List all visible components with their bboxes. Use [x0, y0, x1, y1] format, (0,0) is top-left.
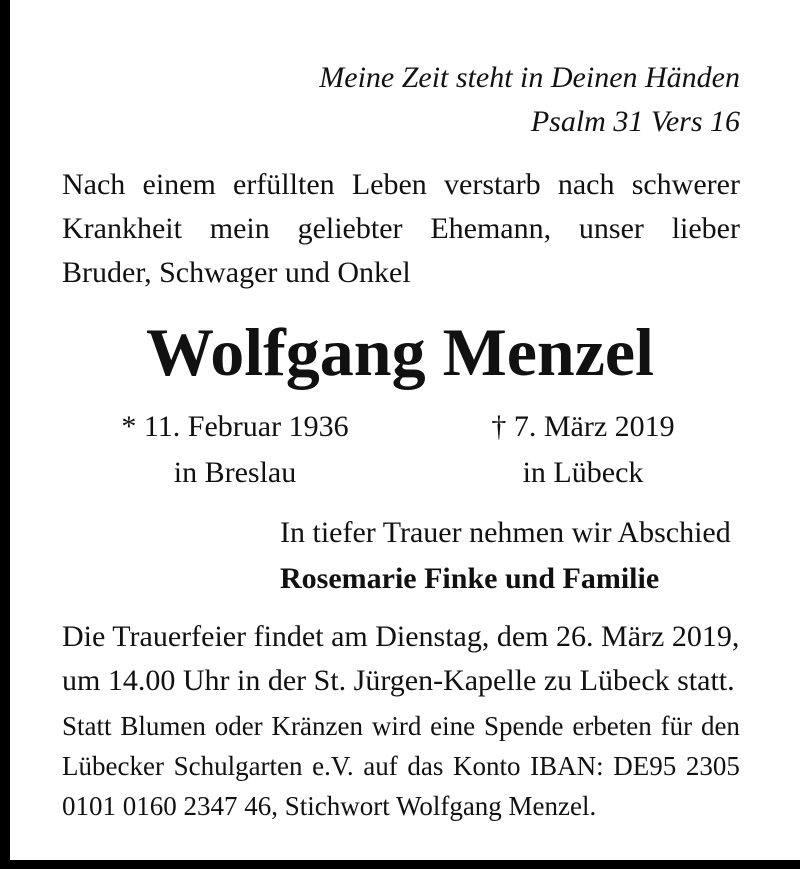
word: Konto — [453, 751, 521, 781]
donation-line-2-words — [62, 746, 740, 786]
birth-info — [110, 404, 360, 496]
verse-reference: Psalm 31 Vers 16 — [530, 105, 740, 138]
word: wird — [371, 711, 422, 741]
intro-line-3: Bruder, Schwager und Onkel — [62, 256, 411, 289]
word: eine — [430, 711, 476, 741]
word: erfüllten — [233, 168, 335, 201]
word: e.V. — [312, 751, 354, 781]
donation-line-1 — [62, 706, 740, 746]
word: DE95 — [613, 751, 677, 781]
donation-line-1-words — [62, 706, 740, 746]
word: verstarb — [444, 168, 541, 201]
intro-line-1-words — [62, 163, 740, 207]
word: geliebter — [297, 212, 403, 245]
verse-text: Meine Zeit steht in Deinen Händen — [319, 61, 740, 94]
word: IBAN: — [530, 751, 604, 781]
mourning-block — [280, 510, 740, 602]
word: Nach — [62, 168, 126, 201]
donation-line-3: 0101 0160 2347 46, Stichwort Wolfgang Menzel. — [62, 791, 597, 821]
word: erbeten — [572, 711, 652, 741]
word: Spende — [484, 711, 564, 741]
word: auf — [363, 751, 398, 781]
word: den — [700, 711, 740, 741]
word: schwerer — [631, 168, 740, 201]
word: Lübecker — [62, 751, 164, 781]
frame-left-border — [0, 0, 10, 869]
birth-date: * 11. Februar 1936 — [121, 410, 349, 443]
frame-bottom-border — [0, 860, 800, 869]
death-date: † 7. März 2019 — [491, 410, 675, 443]
funeral-service-info — [62, 615, 742, 703]
death-info — [478, 404, 688, 496]
word: Krankheit — [62, 212, 182, 245]
word: nach — [557, 168, 615, 201]
word: Statt — [62, 711, 112, 741]
birth-place: in Breslau — [173, 456, 297, 489]
mourning-text: In tiefer Trauer nehmen wir Abschied — [280, 516, 731, 549]
service-line-2: um 14.00 Uhr in der St. Jürgen-Kapelle zu Lübeck statt. — [62, 664, 735, 697]
word: unser — [578, 212, 644, 245]
mourners-signature: Rosemarie Finke und Familie — [280, 562, 660, 595]
word: für — [660, 711, 693, 741]
word: Kränzen — [271, 711, 363, 741]
service-line-1: Die Trauerfeier findet am Dienstag, dem 26. März 2019, — [62, 620, 740, 653]
death-place: in Lübeck — [522, 456, 644, 489]
intro-line-2-words — [62, 207, 740, 251]
bible-verse — [319, 56, 740, 144]
word: einem — [142, 168, 216, 201]
word: lieber — [671, 212, 740, 245]
intro-paragraph — [62, 163, 740, 295]
word: Leben — [351, 168, 427, 201]
word: mein — [209, 212, 270, 245]
intro-line-2 — [62, 207, 740, 251]
word: das — [407, 751, 444, 781]
deceased-name: Wolfgang Menzel — [145, 314, 655, 390]
donation-request — [62, 706, 740, 826]
word: 2305 — [685, 751, 740, 781]
word: oder — [214, 711, 263, 741]
intro-line-1 — [62, 163, 740, 207]
donation-line-2 — [62, 746, 740, 786]
word: Blumen — [120, 711, 206, 741]
word: Ehemann, — [430, 212, 552, 245]
word: Schulgarten — [173, 751, 303, 781]
